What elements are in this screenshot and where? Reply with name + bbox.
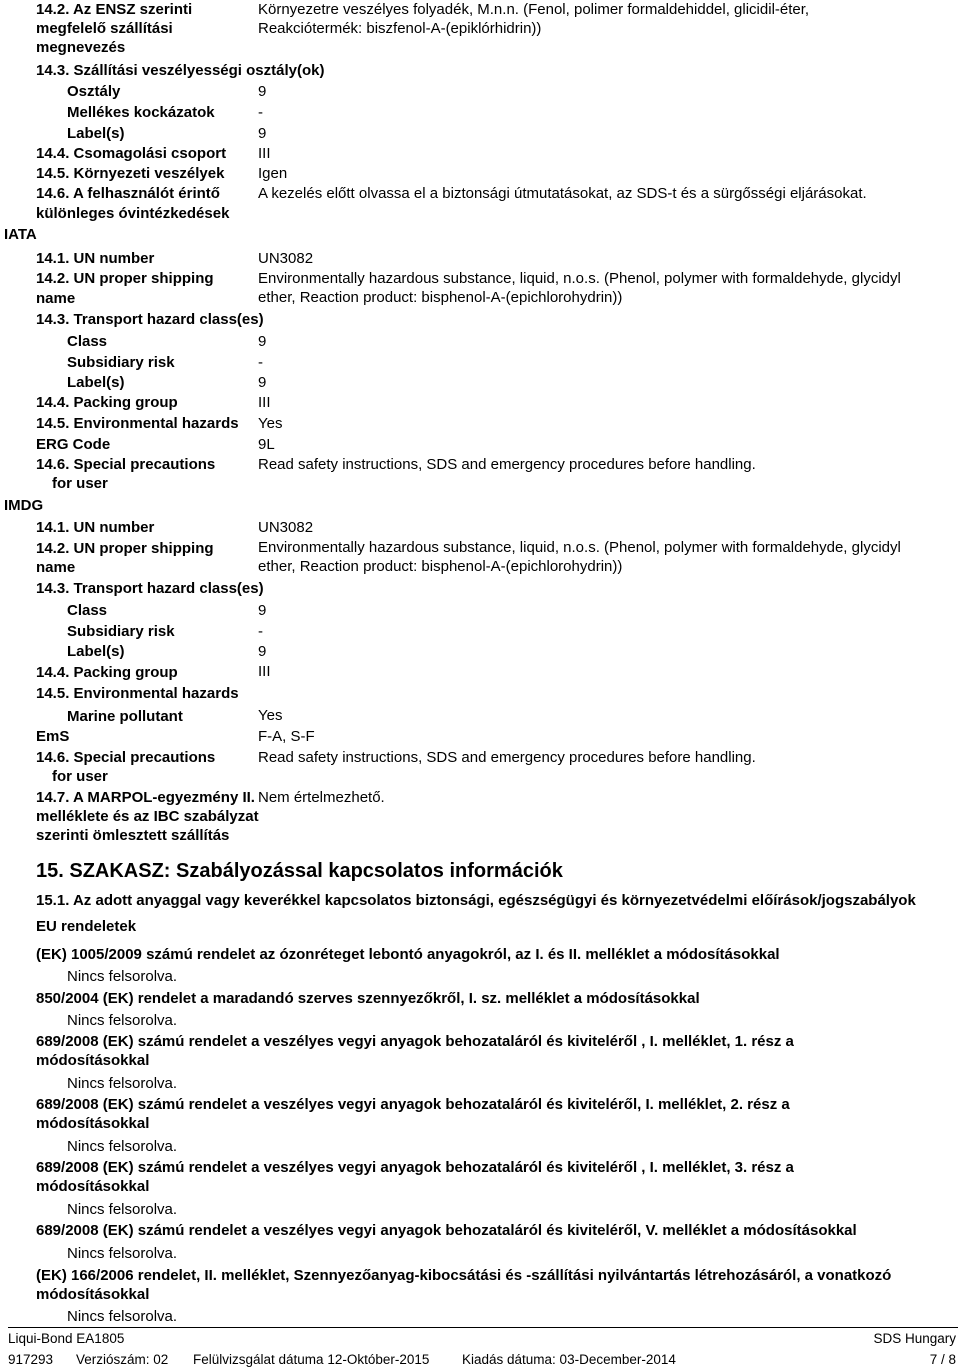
adr-name-label: 14.2. Az ENSZ szerinti bbox=[36, 1, 193, 18]
imdg-hazard-class-heading: 14.3. Transport hazard class(es) bbox=[36, 580, 264, 597]
regulation-title: (EK) 166/2006 rendelet, II. melléklet, Szennyezőanyag-kibocsátási és -szállítási nyilvántartás létrehozásáról, a vonatkozó bbox=[36, 1267, 892, 1284]
iata-erg-label: ERG Code bbox=[36, 436, 111, 453]
iata-env-value: Yes bbox=[258, 415, 283, 432]
adr-labels-label: Label(s) bbox=[67, 125, 125, 142]
iata-special-label-2: for user bbox=[52, 475, 108, 492]
footer-product-code: 917293 bbox=[8, 1352, 54, 1367]
imdg-marpol-label: 14.7. A MARPOL-egyezmény II. bbox=[36, 789, 255, 806]
imdg-special-label: 14.6. Special precautions bbox=[36, 749, 216, 766]
imdg-ems-value: F-A, S-F bbox=[258, 728, 315, 745]
imdg-marpol-label-3: szerinti ömlesztett szállítás bbox=[36, 827, 230, 844]
adr-labels-value: 9 bbox=[258, 125, 267, 142]
regulation-value: Nincs felsorolva. bbox=[67, 1308, 178, 1325]
imdg-marpol-value: Nem értelmezhető. bbox=[258, 789, 385, 806]
imdg-marine-value: Yes bbox=[258, 707, 283, 724]
regulation-title: 689/2008 (EK) számú rendelet a veszélyes vegyi anyagok behozataláról és kiviteléről, I. melléklet, 2. rész a bbox=[36, 1096, 790, 1113]
imdg-name-label: 14.2. UN proper shipping bbox=[36, 540, 214, 557]
regulation-title: (EK) 1005/2009 számú rendelet az ózonréteget lebontó anyagokról, az I. és II. melléklet a módosításokkal bbox=[36, 946, 780, 963]
iata-labels-label: Label(s) bbox=[67, 374, 125, 391]
footer-issue-date: Kiadás dátuma: 03-December-2014 bbox=[462, 1352, 676, 1367]
iata-name-value: Environmentally hazardous substance, liquid, n.o.s. (Phenol, polymer with formaldehyde, glycidyl bbox=[258, 270, 901, 287]
footer-product-name: Liqui-Bond EA1805 bbox=[8, 1331, 125, 1346]
footer-region: SDS Hungary bbox=[873, 1331, 956, 1346]
regulation-title-2: módosításokkal bbox=[36, 1115, 150, 1132]
iata-special-label: 14.6. Special precautions bbox=[36, 456, 216, 473]
imdg-marpol-label-2: melléklete és az IBC szabályzat bbox=[36, 808, 259, 825]
regulation-value: Nincs felsorolva. bbox=[67, 1012, 178, 1029]
regulation-title: 689/2008 (EK) számú rendelet a veszélyes vegyi anyagok behozataláról és kiviteléről , I. melléklet, 1. rész a bbox=[36, 1033, 794, 1050]
imdg-un-label: 14.1. UN number bbox=[36, 519, 155, 536]
footer-page-number: 7 / 8 bbox=[929, 1352, 956, 1367]
iata-class-value: 9 bbox=[258, 333, 267, 350]
adr-special-value: A kezelés előtt olvassa el a biztonsági útmutatásokat, az SDS-t és a sürgősségi eljárásokat. bbox=[258, 185, 867, 202]
adr-special-label: 14.6. A felhasználót érintő bbox=[36, 185, 220, 202]
iata-un-value: UN3082 bbox=[258, 250, 314, 267]
iata-packing-value: III bbox=[258, 394, 271, 411]
footer-divider bbox=[8, 1327, 958, 1328]
iata-name-value-2: ether, Reaction product: bisphenol-A-(epichlorohydrin)) bbox=[258, 289, 623, 306]
adr-name-label-3: megnevezés bbox=[36, 39, 126, 56]
imdg-ems-label: EmS bbox=[36, 728, 70, 745]
imdg-class-label: Class bbox=[67, 602, 108, 619]
imdg-packing-label: 14.4. Packing group bbox=[36, 664, 178, 681]
section15-sub-heading: 15.1. Az adott anyaggal vagy keverékkel kapcsolatos biztonsági, egészségügyi és környezetvédelmi előírások/jogszabályok bbox=[36, 892, 916, 909]
imdg-special-label-2: for user bbox=[52, 768, 108, 785]
iata-packing-label: 14.4. Packing group bbox=[36, 394, 178, 411]
adr-packing-label: 14.4. Csomagolási csoport bbox=[36, 145, 227, 162]
section15-heading: 15. SZAKASZ: Szabályozással kapcsolatos információk bbox=[36, 860, 563, 882]
imdg-name-label-2: name bbox=[36, 559, 76, 576]
iata-special-value: Read safety instructions, SDS and emergency procedures before handling. bbox=[258, 456, 756, 473]
adr-name-label-2: megfelelő szállítási bbox=[36, 20, 173, 37]
adr-hazard-class-heading: 14.3. Szállítási veszélyességi osztály(ok) bbox=[36, 62, 325, 79]
regulation-title: 850/2004 (EK) rendelet a maradandó szerves szennyezőkről, I. sz. melléklet a módosításokkal bbox=[36, 990, 700, 1007]
regulation-value: Nincs felsorolva. bbox=[67, 968, 178, 985]
imdg-env-label: 14.5. Environmental hazards bbox=[36, 685, 239, 702]
adr-name-value: Környezetre veszélyes folyadék, M.n.n. (Fenol, polimer formaldehiddel, glicidil-éter, bbox=[258, 1, 810, 18]
adr-class-value: 9 bbox=[258, 83, 267, 100]
adr-packing-value: III bbox=[258, 145, 271, 162]
regulation-title-2: módosításokkal bbox=[36, 1052, 150, 1069]
adr-subsidiary-label: Mellékes kockázatok bbox=[67, 104, 215, 121]
adr-subsidiary-value: - bbox=[258, 104, 263, 121]
regulation-title-2: módosításokkal bbox=[36, 1286, 150, 1303]
imdg-labels-label: Label(s) bbox=[67, 643, 125, 660]
regulation-value: Nincs felsorolva. bbox=[67, 1201, 178, 1218]
imdg-special-value: Read safety instructions, SDS and emergency procedures before handling. bbox=[258, 749, 756, 766]
regulation-title-2: módosításokkal bbox=[36, 1178, 150, 1195]
iata-subsidiary-label: Subsidiary risk bbox=[67, 354, 175, 371]
imdg-un-value: UN3082 bbox=[258, 519, 314, 536]
imdg-subsidiary-value: - bbox=[258, 623, 263, 640]
iata-erg-value: 9L bbox=[258, 436, 275, 453]
footer-version: Verziószám: 02 bbox=[76, 1352, 169, 1367]
iata-name-label-2: name bbox=[36, 290, 76, 307]
adr-env-value: Igen bbox=[258, 165, 288, 182]
regulation-value: Nincs felsorolva. bbox=[67, 1075, 178, 1092]
regulation-value: Nincs felsorolva. bbox=[67, 1138, 178, 1155]
imdg-marine-label: Marine pollutant bbox=[67, 708, 183, 725]
adr-name-value-2: Reakciótermék: biszfenol-A-(epiklórhidrin)) bbox=[258, 20, 542, 37]
iata-hazard-class-heading: 14.3. Transport hazard class(es) bbox=[36, 311, 264, 328]
imdg-class-value: 9 bbox=[258, 602, 267, 619]
imdg-name-value: Environmentally hazardous substance, liquid, n.o.s. (Phenol, polymer with formaldehyde, glycidyl bbox=[258, 539, 901, 556]
iata-un-label: 14.1. UN number bbox=[36, 250, 155, 267]
iata-name-label: 14.2. UN proper shipping bbox=[36, 270, 214, 287]
iata-subsidiary-value: - bbox=[258, 354, 263, 371]
iata-labels-value: 9 bbox=[258, 374, 267, 391]
iata-class-label: Class bbox=[67, 333, 108, 350]
regulation-title: 689/2008 (EK) számú rendelet a veszélyes vegyi anyagok behozataláról és kiviteléről , I. melléklet, 3. rész a bbox=[36, 1159, 794, 1176]
imdg-labels-value: 9 bbox=[258, 643, 267, 660]
imdg-section-label: IMDG bbox=[4, 497, 44, 514]
imdg-name-value-2: ether, Reaction product: bisphenol-A-(epichlorohydrin)) bbox=[258, 558, 623, 575]
adr-env-label: 14.5. Környezeti veszélyek bbox=[36, 165, 225, 182]
iata-env-label: 14.5. Environmental hazards bbox=[36, 415, 239, 432]
imdg-packing-value: III bbox=[258, 663, 271, 680]
regulation-value: Nincs felsorolva. bbox=[67, 1245, 178, 1262]
iata-section-label: IATA bbox=[4, 226, 37, 243]
eu-regulations-heading: EU rendeletek bbox=[36, 918, 137, 935]
adr-special-label-2: különleges óvintézkedések bbox=[36, 205, 230, 222]
imdg-subsidiary-label: Subsidiary risk bbox=[67, 623, 175, 640]
adr-class-label: Osztály bbox=[67, 83, 121, 100]
footer-revision-date: Felülvizsgálat dátuma 12-Október-2015 bbox=[193, 1352, 430, 1367]
regulation-title: 689/2008 (EK) számú rendelet a veszélyes vegyi anyagok behozataláról és kiviteléről, V. melléklet a módosításokkal bbox=[36, 1222, 857, 1239]
